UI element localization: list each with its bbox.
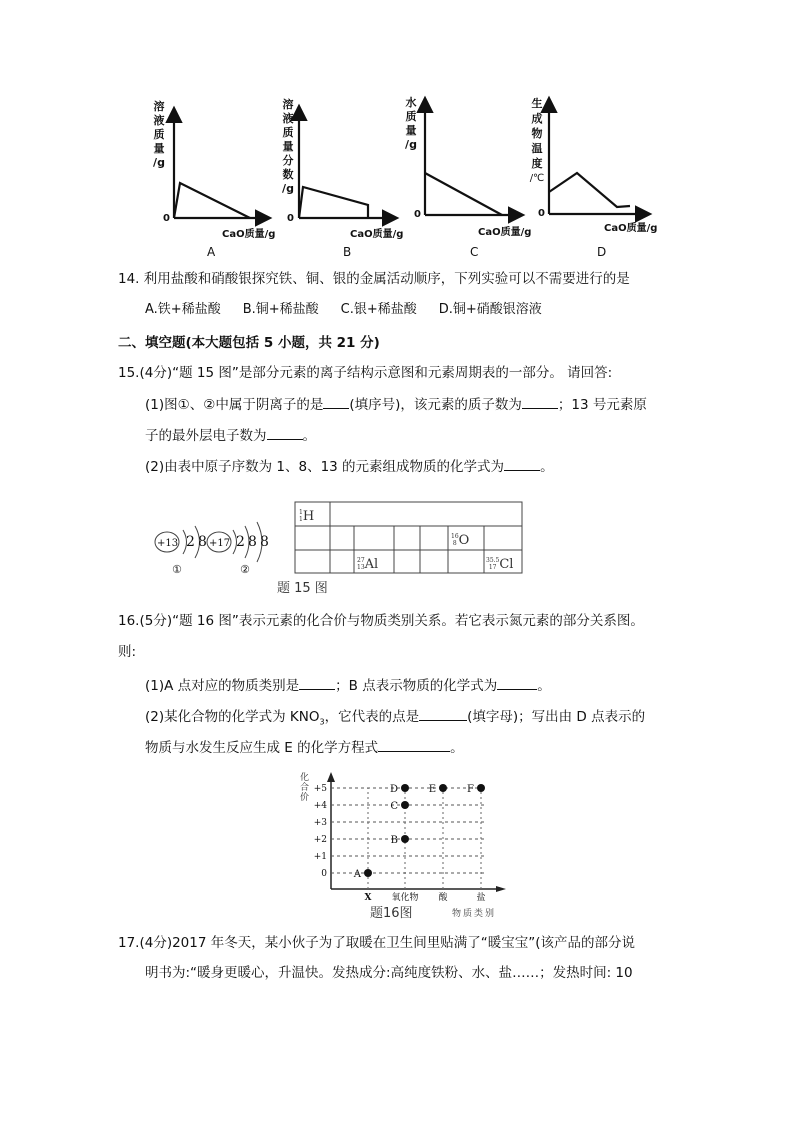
q15-part1-cont <box>145 426 316 445</box>
point-label: F <box>467 784 474 795</box>
ion2-label: ② <box>240 563 250 576</box>
answer-blank[interactable] <box>419 707 467 721</box>
q14-stem: 14. 利用盐酸和硝酸银探究铁、铜、银的金属活动顺序，下列实验可以不需要进行的是 <box>118 271 630 287</box>
q17-line2: 明书为:“暖身更暖心，升温快。发热成分:高纯度铁粉、水、盐……；发热时间: 10 <box>145 965 633 981</box>
q16-then: 则: <box>118 644 137 660</box>
y-tick-label: 0 <box>321 869 327 879</box>
text: 物质与水发生反应生成 E 的化学方程式 <box>145 740 379 756</box>
y-tick-label: +5 <box>313 784 327 794</box>
element-al <box>357 553 378 572</box>
section-heading: 二、填空题(本大题包括 5 小题，共 21 分) <box>118 335 380 351</box>
text: ，它代表的点是 <box>324 709 420 725</box>
answer-blank[interactable] <box>323 395 349 409</box>
ion1-label: ① <box>172 563 182 576</box>
data-point-d <box>401 784 409 792</box>
chart-ylabel <box>300 773 310 803</box>
y-tick-label: +4 <box>313 801 327 811</box>
q16-part3 <box>145 738 464 757</box>
x-axis-arrow <box>496 886 506 892</box>
number: 13 <box>357 563 365 571</box>
graph-c <box>425 100 521 215</box>
ylabel-char: /g <box>282 182 294 195</box>
ylabel-char: 质 <box>282 126 294 139</box>
q15-part2 <box>145 457 554 476</box>
chart-xlabel: 物质类别 <box>452 909 497 919</box>
q15-part1 <box>145 395 647 414</box>
element-o <box>451 529 469 548</box>
y-label-char: 价 <box>300 793 310 803</box>
element-cl <box>486 553 513 572</box>
number: 17 <box>488 563 497 571</box>
element-h <box>299 505 314 524</box>
ylabel-char: /g <box>405 138 417 151</box>
ylabel-char: 生 <box>531 97 543 110</box>
ylabel-char: 量 <box>282 140 294 153</box>
chart-title: 题16图 <box>370 906 413 921</box>
x-tick-label: 氧化物 <box>391 893 419 903</box>
option-d: D.铜+硝酸银溶液 <box>438 302 542 317</box>
point-label: D <box>389 784 398 795</box>
ylabel-char: 量 <box>405 124 417 137</box>
graph-b <box>299 108 395 218</box>
point-label: A <box>353 869 361 880</box>
q15-stem: 15.(4分)“题 15 图”是部分元素的离子结构示意图和元素周期表的一部分。 请回答: <box>118 365 613 381</box>
mass: 35.5 <box>486 556 500 564</box>
ylabel-char: 液 <box>282 112 294 125</box>
q17-line1: 17.(4分)2017 年冬天，某小伙子为了取暖在卫生间里贴满了“暖宝宝”(该产品的部分说 <box>118 935 635 951</box>
answer-blank[interactable] <box>497 676 537 690</box>
data-point-f <box>477 784 485 792</box>
graph-d-ylabel <box>528 96 546 186</box>
x-tick-label: 盐 <box>476 893 486 903</box>
point-label: E <box>428 784 436 795</box>
option-b: B.铜+稀盐酸 <box>242 302 319 317</box>
graph-b-xlabel: CaO质量/g <box>350 229 404 240</box>
ion2-nucleus: +17 <box>209 538 231 549</box>
ylabel-char: 成 <box>531 112 543 125</box>
graph-d <box>549 100 648 214</box>
ylabel-char: 分 <box>282 154 294 167</box>
graph-c-ylabel <box>404 96 418 152</box>
figure-15 <box>0 490 794 600</box>
ion1-shell: 8 <box>198 534 207 550</box>
text: (1)A 点对应的物质类别是 <box>145 678 300 694</box>
text: 。 <box>302 428 316 444</box>
text: 。 <box>450 740 464 756</box>
answer-blank[interactable] <box>504 457 540 471</box>
ylabel-char: 度 <box>531 157 543 170</box>
graph-b-ylabel <box>281 98 295 196</box>
data-point-a <box>364 869 372 877</box>
answer-blank[interactable] <box>378 738 450 752</box>
ion1-shell: 2 <box>186 534 195 550</box>
ylabel-char: 量 <box>153 142 165 155</box>
graph-c-xlabel: CaO质量/g <box>478 227 532 238</box>
option-a: A.铁+稀盐酸 <box>145 302 221 317</box>
graph-b-letter: B <box>343 245 352 259</box>
option-c: C.银+稀盐酸 <box>340 302 417 317</box>
graph-a-xlabel: CaO质量/g <box>222 229 276 240</box>
subscript: 3 <box>319 717 325 727</box>
text: (1)图①、②中属于阴离子的是 <box>145 397 324 413</box>
graph-c-letter: C <box>470 245 479 259</box>
ylabel-char: /℃ <box>529 173 545 184</box>
number: 8 <box>452 539 457 547</box>
ylabel-char: 物 <box>531 127 543 140</box>
graph-a-ylabel <box>152 100 166 170</box>
data-point-e <box>439 784 447 792</box>
text: 。 <box>537 678 551 694</box>
q16-stem: 16.(5分)“题 16 图”表示元素的化合价与物质类别关系。若它表示氮元素的部分关系图。 <box>118 613 644 629</box>
symbol: Al <box>364 557 379 572</box>
x-tick-label: X <box>364 893 372 903</box>
ylabel-char: 数 <box>282 168 294 181</box>
answer-blank[interactable] <box>299 676 335 690</box>
graph-c-origin: 0 <box>414 209 421 220</box>
ylabel-char: 水 <box>405 96 417 109</box>
ylabel-char: 溶 <box>153 100 165 113</box>
ylabel-char: 温 <box>531 142 543 155</box>
x-tick-label: 酸 <box>438 893 448 903</box>
number: 1 <box>299 515 303 523</box>
graph-d-origin: 0 <box>538 208 545 219</box>
ylabel-char: /g <box>153 156 165 169</box>
graph-d-letter: D <box>597 245 607 259</box>
graph-a-letter: A <box>207 245 216 259</box>
y-tick-label: +2 <box>313 835 327 845</box>
text: (填序号)，该元素的质子数为 <box>349 397 522 413</box>
text: (填字母)；写出由 D 点表示的 <box>467 709 646 725</box>
graph-a <box>174 110 268 218</box>
y-tick-label: +1 <box>313 852 327 862</box>
ylabel-char: 液 <box>153 114 165 127</box>
point-label: C <box>390 801 398 812</box>
ylabel-char: 溶 <box>282 98 294 111</box>
data-point-c <box>401 801 409 809</box>
q16-part1 <box>145 676 551 695</box>
symbol: Cl <box>499 557 514 572</box>
answer-blank[interactable] <box>267 426 303 440</box>
q16-part2 <box>145 707 645 732</box>
ylabel-char: 质 <box>153 128 165 141</box>
y-label-char: 合 <box>300 783 310 793</box>
figure-15-caption: 题 15 图 <box>277 581 328 596</box>
text: 子的最外层电子数为 <box>145 428 267 444</box>
cao-graphs <box>0 0 794 265</box>
text: ；B 点表示物质的化学式为 <box>335 678 498 694</box>
q14-options <box>145 301 542 319</box>
mass: 27 <box>357 556 365 564</box>
mass: 16 <box>451 532 459 540</box>
data-point-b <box>401 835 409 843</box>
ion2-shell: 2 <box>236 534 245 550</box>
ion2-shell: 8 <box>260 534 269 550</box>
text: (2)某化合物的化学式为 KNO <box>145 709 320 725</box>
ion2-shell: 8 <box>248 534 257 550</box>
answer-blank[interactable] <box>522 395 558 409</box>
y-label-char: 化 <box>300 773 310 783</box>
symbol: H <box>302 509 315 524</box>
y-axis-arrow <box>327 772 335 782</box>
graph-a-origin: 0 <box>163 213 170 224</box>
point-label: B <box>390 835 398 846</box>
graph-d-xlabel: CaO质量/g <box>604 223 658 234</box>
text: 。 <box>540 459 554 475</box>
mass: 1 <box>299 508 303 516</box>
symbol: O <box>458 533 470 548</box>
text: (2)由表中原子序数为 1、8、13 的元素组成物质的化学式为 <box>145 459 505 475</box>
y-tick-label: +3 <box>313 818 327 828</box>
ylabel-char: 质 <box>405 110 417 123</box>
ion1-nucleus: +13 <box>157 538 179 549</box>
text: ；13 号元素原 <box>557 397 647 413</box>
graph-b-origin: 0 <box>287 213 294 224</box>
